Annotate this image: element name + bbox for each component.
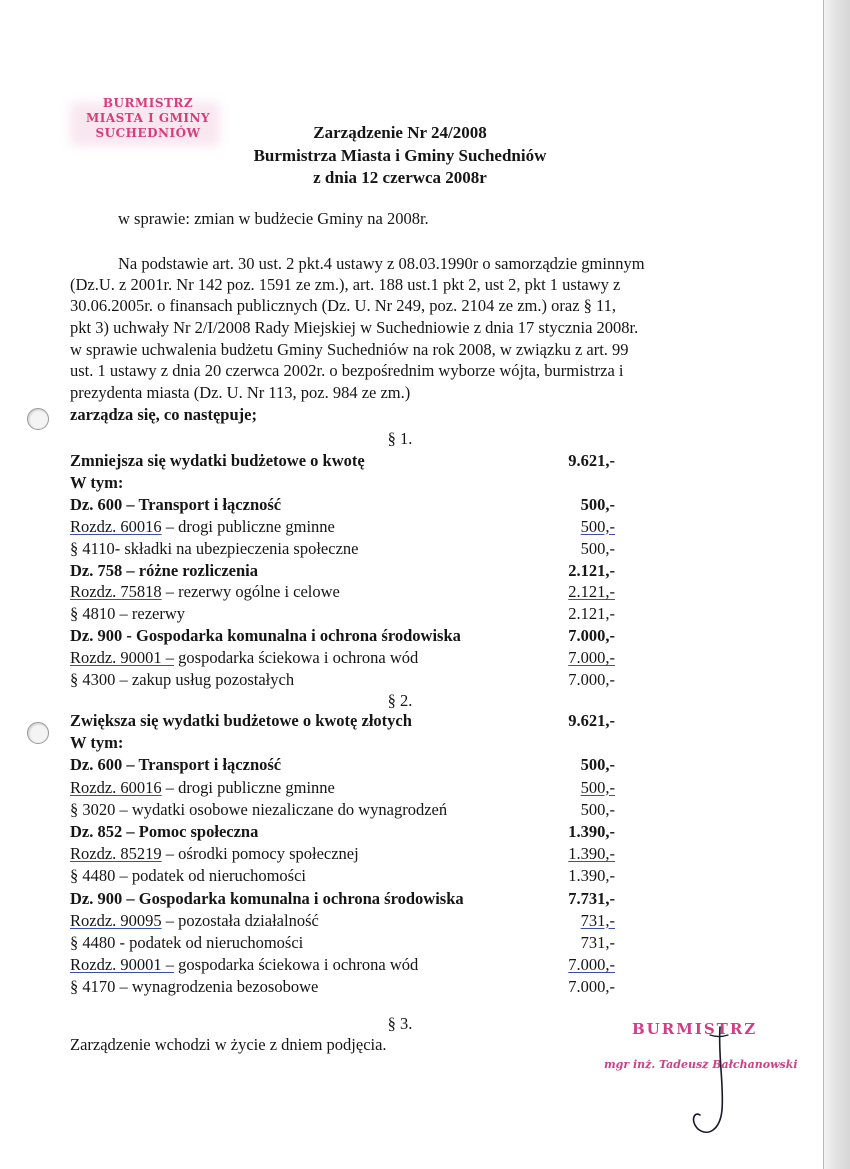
office-stamp — [78, 96, 218, 141]
scan-edge — [824, 0, 850, 1169]
decree-clause: zarządza się, co następuje; — [70, 405, 257, 424]
effective-clause: Zarządzenie wchodzi w życie z dniem podjęcia. — [70, 1035, 387, 1054]
section-3-heading: § 3. — [387, 1014, 413, 1033]
stamp-line-1: BURMISTRZ — [102, 96, 194, 110]
budget-row-label: § 4480 - podatek od nieruchomości — [70, 933, 304, 952]
punch-hole-bottom — [27, 722, 49, 744]
budget-row-label: § 4110- składki na ubezpieczenia społeczne — [70, 538, 359, 558]
budget-row — [70, 799, 630, 821]
budget-row — [70, 732, 630, 754]
chapter-code: Rozdz. 90095 — [70, 910, 162, 930]
budget-row-label — [70, 581, 340, 603]
budget-row-amount: 7.000,- — [568, 977, 615, 997]
budget-row-amount: 500,- — [580, 755, 615, 775]
stamp-line-2: MIASTA I GMINY — [85, 111, 211, 125]
basis-line: Na podstawie art. 30 ust. 2 pkt.4 ustawy z 08.03.1990r o samorządzie gminnym — [118, 254, 645, 273]
chapter-description: – rezerwy ogólne i celowe — [161, 582, 340, 602]
handwritten-signature-icon — [680, 1025, 750, 1145]
chapter-code: Rozdz. 90001 – — [70, 648, 175, 668]
budget-row-label — [70, 954, 418, 976]
budget-row-amount: 2.121,- — [568, 560, 615, 580]
chapter-description: – drogi publiczne gminne — [161, 516, 335, 536]
budget-row-amount: 731,- — [580, 933, 615, 952]
budget-row-label — [70, 843, 359, 865]
budget-row-amount: 500,- — [580, 777, 615, 797]
budget-row-amount: 9.621,- — [568, 711, 615, 730]
chapter-description: – ośrodki pomocy społecznej — [161, 844, 359, 864]
chapter-code: Rozdz. 85219 — [70, 844, 162, 864]
signature-name: mgr inż. Tadeusz Bałchanowski — [604, 1058, 798, 1071]
decree-issuer: Burmistrza Miasta i Gminy Suchedniów — [253, 146, 547, 165]
budget-row-label: W tym: — [70, 733, 124, 753]
budget-row-label: W tym: — [70, 472, 124, 492]
budget-row — [70, 516, 630, 538]
basis-line: pkt 3) uchwały Nr 2/I/2008 Rady Miejskiej w Suchedniowie z dnia 17 stycznia 2008r. — [70, 318, 639, 337]
budget-row-label: § 4480 – podatek od nieruchomości — [70, 866, 306, 886]
basis-line: (Dz.U. z 2001r. Nr 142 poz. 1591 ze zm.), art. 188 ust.1 pkt 2, ust 2, pkt 1 ustawy z — [70, 275, 621, 294]
chapter-code: Rozdz. 60016 — [70, 777, 162, 797]
signature-title: BURMISTRZ — [632, 1020, 758, 1038]
budget-row-amount: 1.390,- — [568, 822, 615, 841]
budget-row-label: § 3020 – wydatki osobowe niezaliczane do wynagrodzeń — [70, 799, 448, 819]
budget-row-amount: 2.121,- — [568, 582, 615, 602]
budget-row — [70, 581, 630, 603]
budget-row-amount: 731,- — [580, 910, 615, 930]
budget-row-label: Dz. 758 – różne rozliczenia — [70, 560, 259, 580]
budget-row — [70, 625, 630, 647]
budget-row — [70, 538, 630, 560]
budget-row — [70, 865, 630, 887]
budget-row — [70, 888, 630, 910]
budget-row — [70, 710, 630, 732]
chapter-description: gospodarka ściekowa i ochrona wód — [174, 955, 419, 975]
budget-row-label: § 4300 – zakup usług pozostałych — [70, 670, 295, 689]
budget-row-label: § 4170 – wynagrodzenia bezosobowe — [70, 977, 319, 997]
budget-row-label: Dz. 600 – Transport i łączność — [70, 755, 282, 775]
budget-row-amount: 7.000,- — [568, 648, 615, 668]
budget-row-amount: 7.000,- — [568, 626, 615, 646]
basis-line: ust. 1 ustawy z dnia 20 czerwca 2002r. o bezpośrednim wyborze wójta, burmistrza i — [70, 361, 624, 380]
budget-row-amount: 1.390,- — [568, 866, 615, 886]
budget-row — [70, 954, 630, 976]
budget-row — [70, 647, 630, 669]
budget-row-label — [70, 516, 335, 538]
budget-row — [70, 976, 630, 998]
budget-row — [70, 777, 630, 799]
budget-row — [70, 472, 630, 494]
budget-row-label: Dz. 600 – Transport i łączność — [70, 494, 282, 514]
budget-row — [70, 560, 630, 582]
budget-row-amount: 2.121,- — [568, 604, 615, 624]
basis-line: w sprawie uchwalenia budżetu Gminy Suchedniów na rok 2008, w związku z art. 99 — [70, 340, 629, 359]
punch-hole-top — [27, 408, 49, 430]
budget-row-amount: 500,- — [580, 494, 615, 514]
budget-row-label — [70, 777, 335, 799]
budget-row — [70, 932, 630, 954]
budget-row-label: Zmniejsza się wydatki budżetowe o kwotę — [70, 451, 365, 470]
budget-row-label: Dz. 852 – Pomoc społeczna — [70, 822, 259, 841]
section-1-heading: § 1. — [387, 429, 413, 448]
budget-row-amount: 7.000,- — [568, 955, 615, 975]
budget-row-label: Dz. 900 – Gospodarka komunalna i ochrona środowiska — [70, 888, 464, 908]
budget-row — [70, 754, 630, 776]
budget-row-amount: 9.621,- — [568, 451, 615, 470]
budget-row-amount: 500,- — [580, 516, 615, 536]
budget-row-label: Dz. 900 - Gospodarka komunalna i ochrona środowiska — [70, 626, 461, 646]
section-2-heading: § 2. — [387, 691, 413, 710]
chapter-code: Rozdz. 75818 — [70, 582, 162, 602]
basis-line: 30.06.2005r. o finansach publicznych (Dz. U. Nr 249, poz. 2104 ze zm.) oraz § 11, — [70, 296, 617, 315]
chapter-description: gospodarka ściekowa i ochrona wód — [174, 648, 419, 668]
budget-row-amount: 500,- — [580, 799, 615, 819]
chapter-description: – drogi publiczne gminne — [161, 777, 335, 797]
budget-row-amount: 7.731,- — [568, 888, 615, 908]
budget-row-amount: 7.000,- — [568, 670, 615, 689]
budget-row-label: § 4810 – rezerwy — [70, 604, 186, 624]
chapter-code: Rozdz. 90001 – — [70, 955, 175, 975]
budget-row — [70, 843, 630, 865]
budget-row-amount: 1.390,- — [568, 844, 615, 864]
budget-row — [70, 910, 630, 932]
chapter-code: Rozdz. 60016 — [70, 516, 162, 536]
budget-row-amount: 500,- — [580, 538, 615, 558]
chapter-description: – pozostała działalność — [161, 910, 319, 930]
budget-row-label — [70, 647, 418, 669]
budget-row — [70, 603, 630, 625]
stamp-line-3: SUCHEDNIÓW — [95, 126, 201, 140]
budget-row — [70, 669, 630, 691]
decree-subject: w sprawie: zmian w budżecie Gminy na 2008r. — [118, 209, 429, 228]
budget-row — [70, 821, 630, 843]
budget-row — [70, 450, 630, 472]
basis-line: prezydenta miasta (Dz. U. Nr 113, poz. 984 ze zm.) — [70, 383, 411, 402]
budget-row-label — [70, 910, 319, 932]
budget-row-label: Zwiększa się wydatki budżetowe o kwotę złotych — [70, 711, 412, 730]
decree-number: Zarządzenie Nr 24/2008 — [313, 123, 487, 142]
decree-date: z dnia 12 czerwca 2008r — [313, 168, 487, 187]
budget-row — [70, 494, 630, 516]
